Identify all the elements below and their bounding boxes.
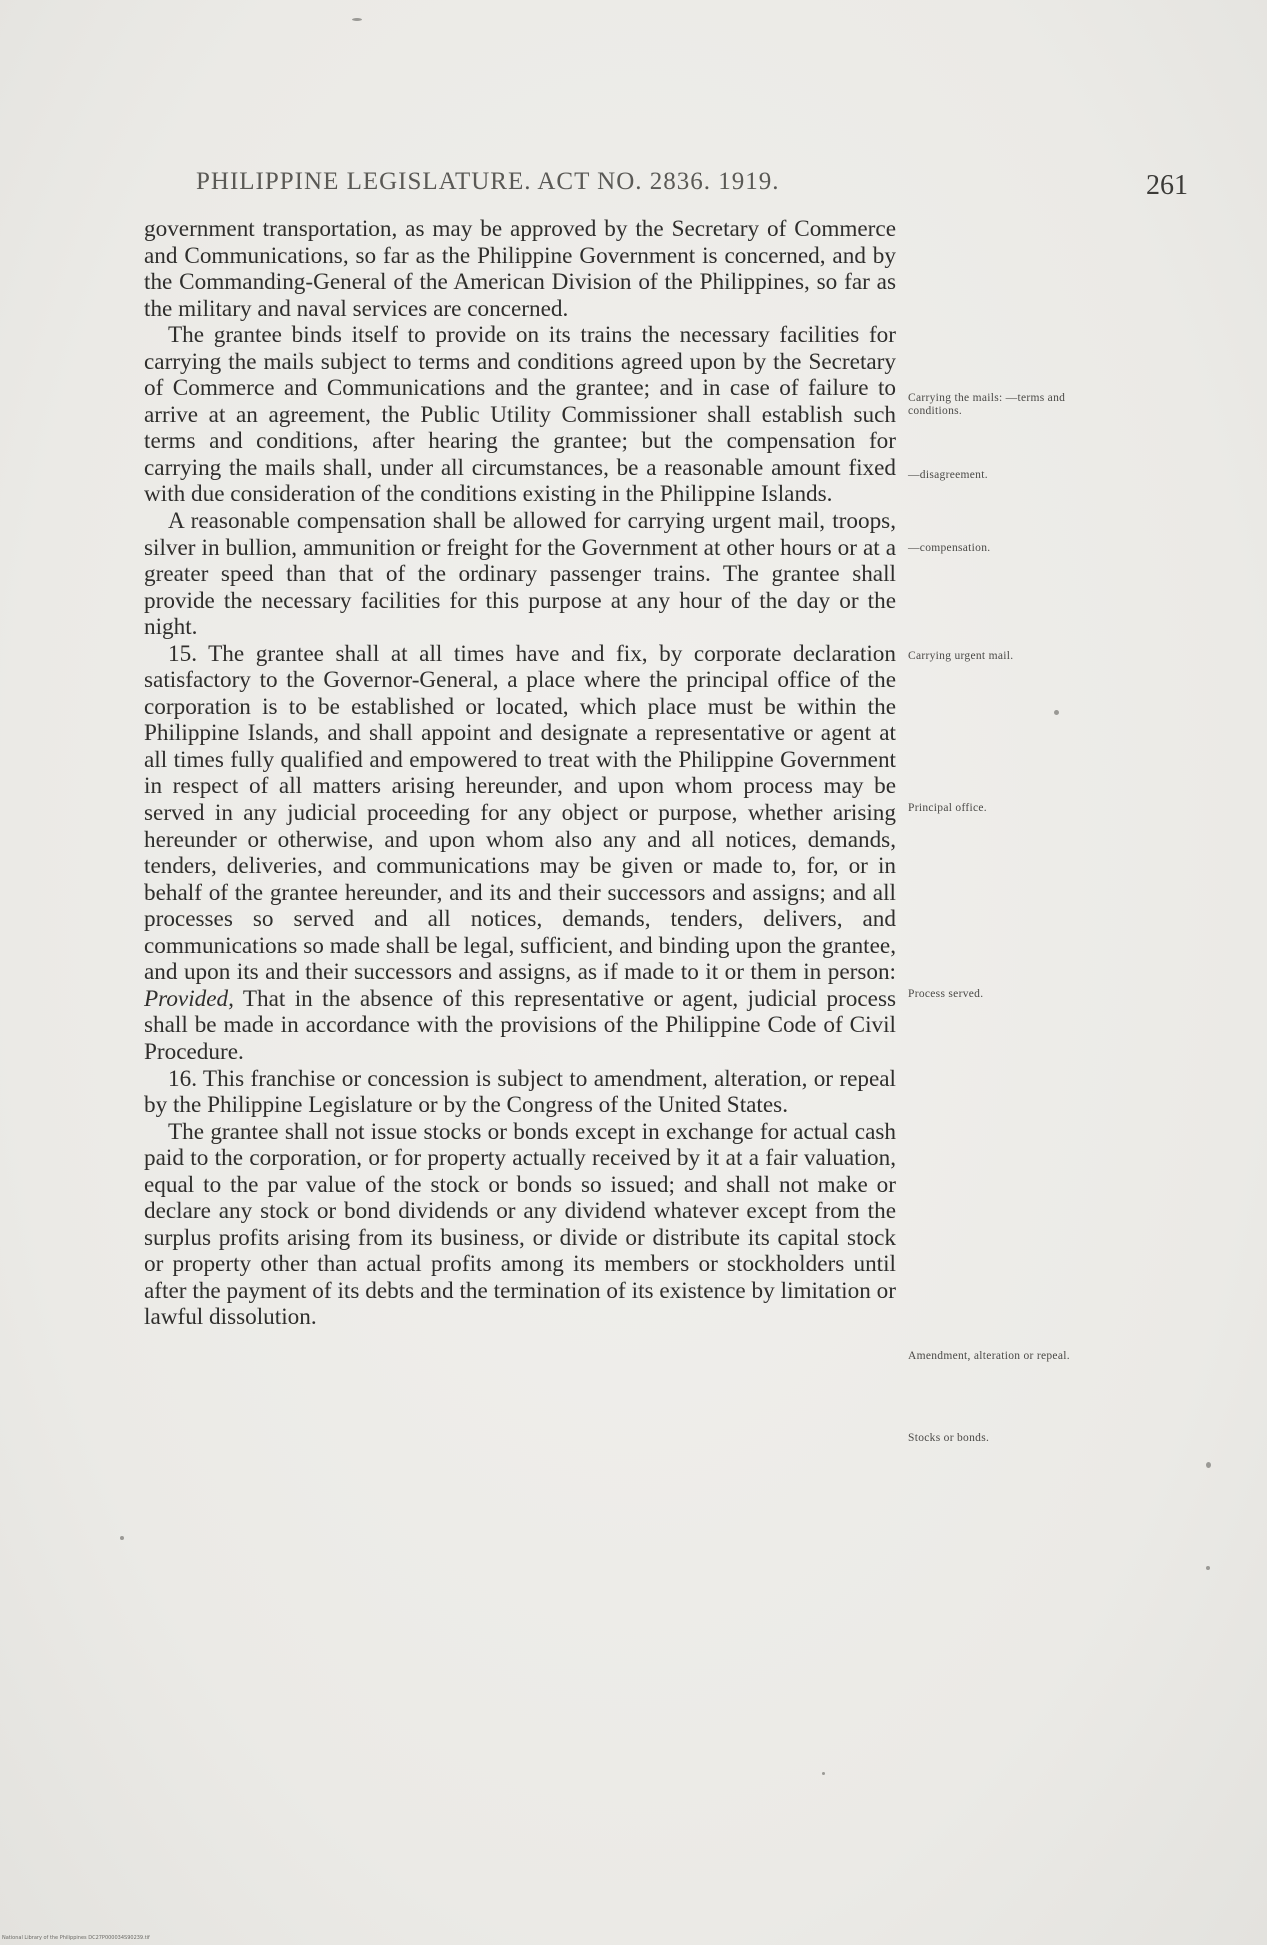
margin-note-disagreement: —disagreement. xyxy=(908,469,988,481)
running-head: PHILIPPINE LEGISLATURE. ACT NO. 2836. 1919. xyxy=(196,168,780,195)
paragraph-4 xyxy=(144,641,896,1066)
paragraph-3: A reasonable compensation shall be allowed for carrying urgent mail, troops, silver in bullion, ammunition or freight for the Government at other hours or at a greater speed than that of the ordinary passenger trains. The grantee shall provide the necessary facilities for this purpose at any hour of the day or the night. xyxy=(144,508,896,641)
proviso-text: That in the absence of this representative or agent, judicial process shall be made in accordance with the provisions of the Philippine Code of Civil Procedure. xyxy=(144,985,896,1065)
paragraph-5: 16. This franchise or concession is subject to amendment, alteration, or repeal by the Philippine Legislature or by the Congress of the United States. xyxy=(144,1065,896,1119)
paragraph-1: government transportation, as may be approved by the Secretary of Commerce and Communications, so far as the Philippine Government is concerned, and by the Commanding-General of the American Division of the Philippines, so far as the military and naval services are concerned. xyxy=(144,216,896,322)
margin-note-principal-office: Principal office. xyxy=(908,802,987,814)
margin-note-carrying-mails: Carrying the mails: —terms and conditions. xyxy=(908,392,1066,417)
scan-footer: National Library of the Philippines DC27P000034S90239.tif xyxy=(2,1935,150,1941)
paragraph-6: The grantee shall not issue stocks or bonds except in exchange for actual cash paid to the corporation, or for property actually received by it at a fair valuation, equal to the par value of the stock or bonds so issued; and shall not make or declare any stock or bond dividends or any dividend whatever except from the surplus profits arising from its business, or divide or distribute its capital stock or property other than actual profits among its members or stockholders until after the payment of its debts and the termination of its existence by limitation or lawful dissolution. xyxy=(144,1118,896,1331)
page-number: 261 xyxy=(1146,170,1188,201)
scan-speck xyxy=(120,1536,124,1540)
margin-note-urgent-mail: Carrying urgent mail. xyxy=(908,650,1014,662)
section-15-text: 15. The grantee shall at all times have and fix, by corporate declaration satisfactory to the Governor-General, a place where the principal office of the corporation is to be established or located, which place must be within the Philippine Islands, and shall appoint and designate a representative or agent at all times fully qualified and empowered to treat with the Philippine Government in respect of all matters arising hereunder, and upon whom process may be served in any judicial proceeding for any object or purpose, whether arising hereunder or otherwise, and upon whom also any and all notices, demands, tenders, deliveries, and communications may be given or made to, for, or in behalf of the grantee hereunder, and its and their successors and assigns; and all processes so served and all notices, demands, tenders, delivers, and communications so made shall be legal, sufficient, and binding upon the grantee, and upon its and their successors and assigns, as if made to it or them in person: xyxy=(144,640,896,986)
paragraph-2: The grantee binds itself to provide on its trains the necessary facilities for carrying the mails subject to terms and conditions agreed upon by the Secretary of Commerce and Communications and the grantee; and in case of failure to arrive at an agreement, the Public Utility Commissioner shall establish such terms and conditions, after hearing the grantee; but the compensation for carrying the mails shall, under all circumstances, be a reasonable amount fixed with due consideration of the conditions existing in the Philippine Islands. xyxy=(144,322,896,508)
scan-speck xyxy=(822,1772,825,1775)
scan-speck xyxy=(1206,1566,1210,1570)
margin-note-stocks-bonds: Stocks or bonds. xyxy=(908,1432,990,1444)
scan-speck xyxy=(1206,1462,1211,1468)
margin-note-amendment: Amendment, alteration or repeal. xyxy=(908,1350,1070,1362)
margin-note-process-served: Process served. xyxy=(908,988,984,1000)
margin-note-compensation: —compensation. xyxy=(908,542,991,554)
scan-speck xyxy=(352,18,362,21)
proviso-italic: Provided, xyxy=(144,985,234,1012)
body-text xyxy=(144,216,896,1331)
scan-speck xyxy=(1054,710,1059,715)
